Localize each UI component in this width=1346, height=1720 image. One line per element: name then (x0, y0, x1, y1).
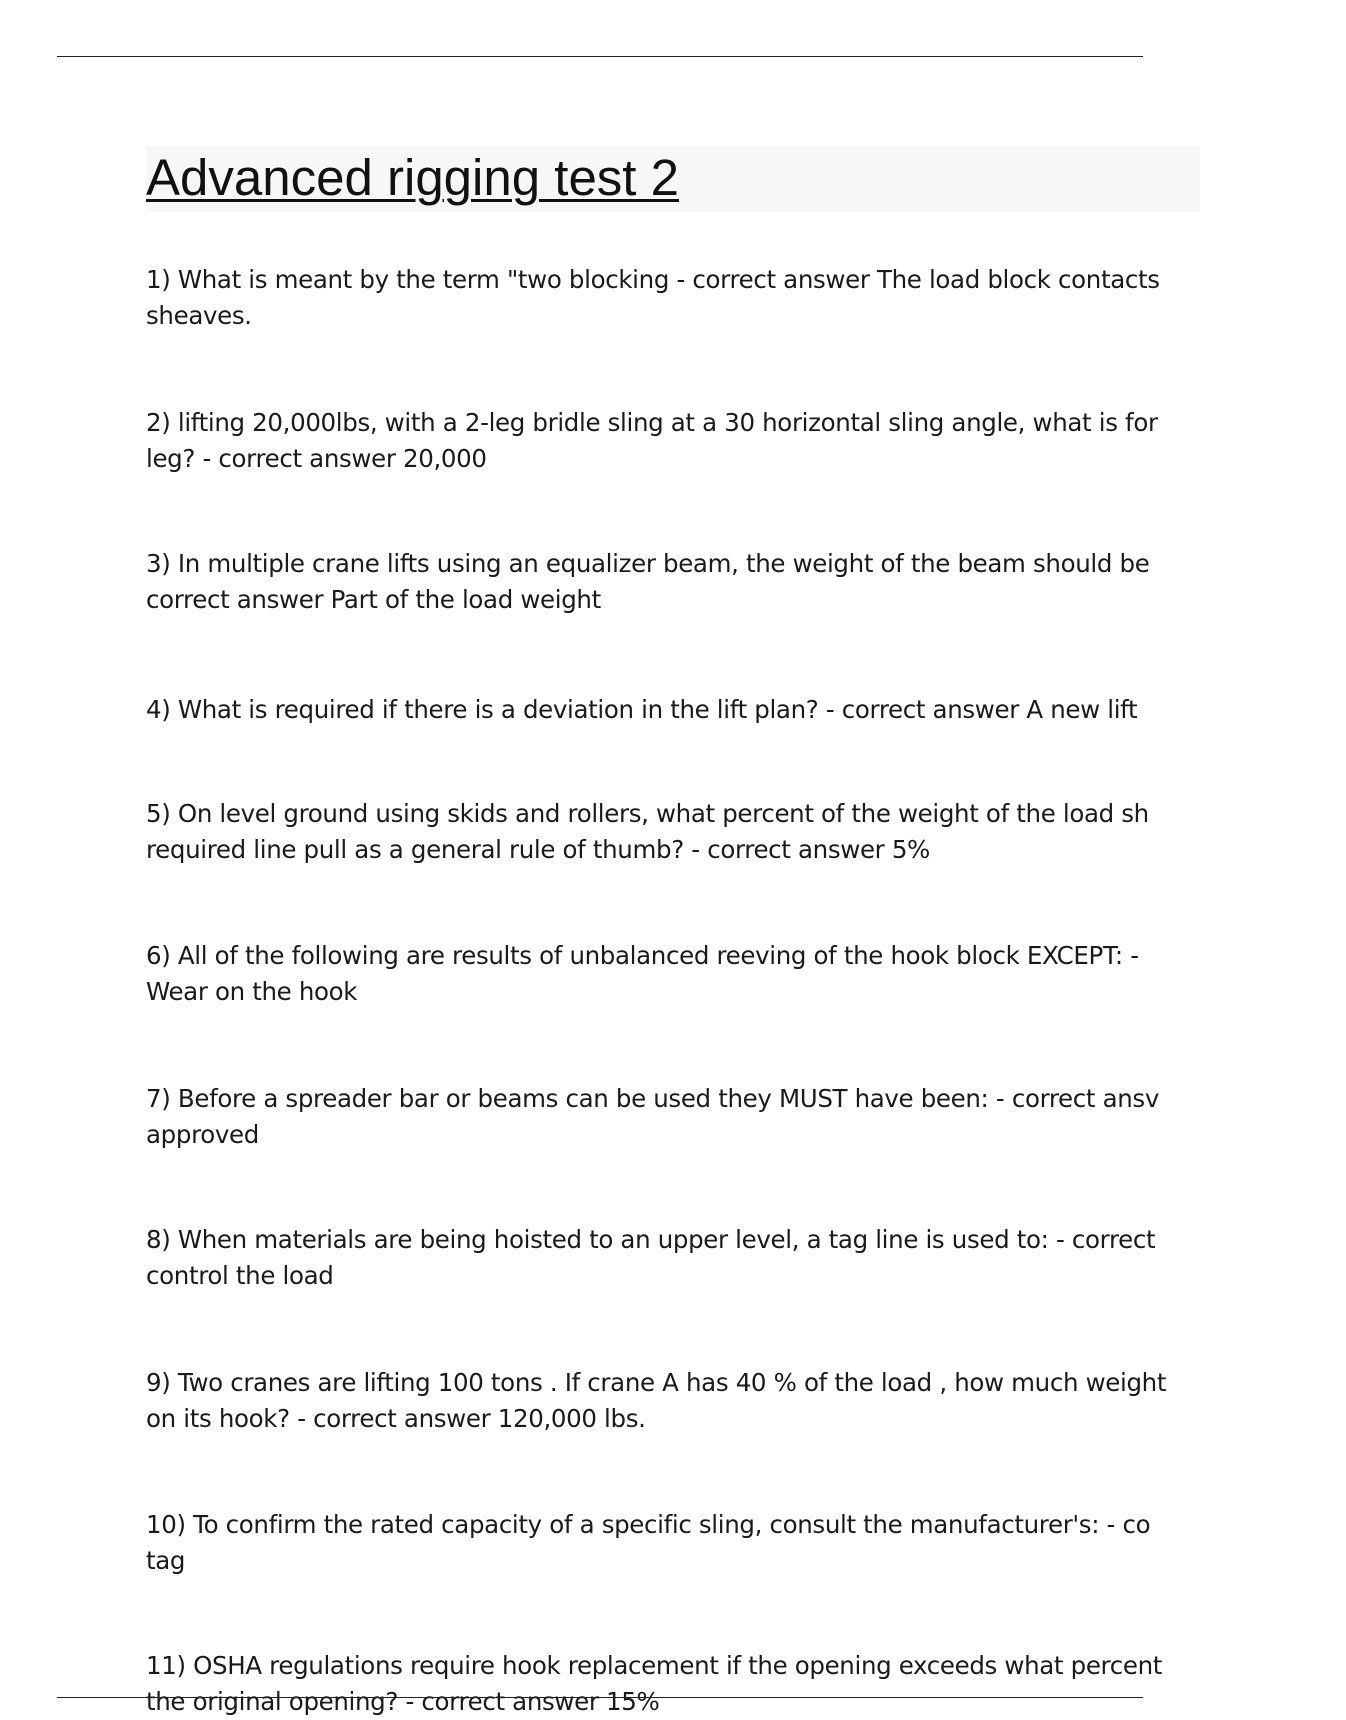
question-line: 4) What is required if there is a deviation in the lift plan? - correct answer A new lift (146, 695, 1138, 724)
question-item (146, 405, 1346, 477)
answer-line: correct answer Part of the load weight (146, 585, 601, 614)
question-line: 10) To confirm the rated capacity of a specific sling, consult the manufacturer's: - co (146, 1510, 1151, 1539)
question-item (146, 938, 1346, 1010)
answer-line: leg? - correct answer 20,000 (146, 444, 487, 473)
document-title: Advanced rigging test 2 (146, 149, 680, 206)
question-line: 6) All of the following are results of unbalanced reeving of the hook block EXCEPT: - (146, 941, 1139, 970)
question-line: 1) What is meant by the term "two blocking - correct answer The load block contacts (146, 265, 1160, 294)
question-item (146, 1507, 1346, 1579)
question-line: 5) On level ground using skids and rollers, what percent of the weight of the load sh (146, 799, 1149, 828)
answer-line: control the load (146, 1261, 334, 1290)
answer-line: approved (146, 1120, 259, 1149)
question-item (146, 1081, 1346, 1153)
question-line: 2) lifting 20,000lbs, with a 2-leg bridle sling at a 30 horizontal sling angle, what is for (146, 408, 1158, 437)
question-line: 8) When materials are being hoisted to an upper level, a tag line is used to: - correct (146, 1225, 1156, 1254)
question-item (146, 796, 1346, 868)
question-item (146, 1365, 1346, 1437)
question-line: 11) OSHA regulations require hook replacement if the opening exceeds what percent (146, 1651, 1162, 1680)
question-line: 9) Two cranes are lifting 100 tons . If crane A has 40 % of the load , how much weight (146, 1368, 1167, 1397)
question-item (146, 1222, 1346, 1294)
question-item (146, 546, 1346, 618)
answer-line: sheaves. (146, 301, 252, 330)
answer-line: on its hook? - correct answer 120,000 lbs. (146, 1404, 646, 1433)
document-page (146, 0, 1200, 1716)
answer-line: tag (146, 1546, 186, 1575)
answer-line: the original opening? - correct answer 15% (146, 1687, 660, 1716)
question-item (146, 262, 1346, 334)
question-line: 7) Before a spreader bar or beams can be used they MUST have been: - correct ansv (146, 1084, 1159, 1113)
answer-line: required line pull as a general rule of thumb? - correct answer 5% (146, 835, 930, 864)
answer-line: Wear on the hook (146, 977, 358, 1006)
bottom-rule (57, 1697, 1143, 1698)
question-line: 3) In multiple crane lifts using an equalizer beam, the weight of the beam should be (146, 549, 1150, 578)
question-item (146, 1648, 1346, 1720)
question-item (146, 692, 1346, 728)
